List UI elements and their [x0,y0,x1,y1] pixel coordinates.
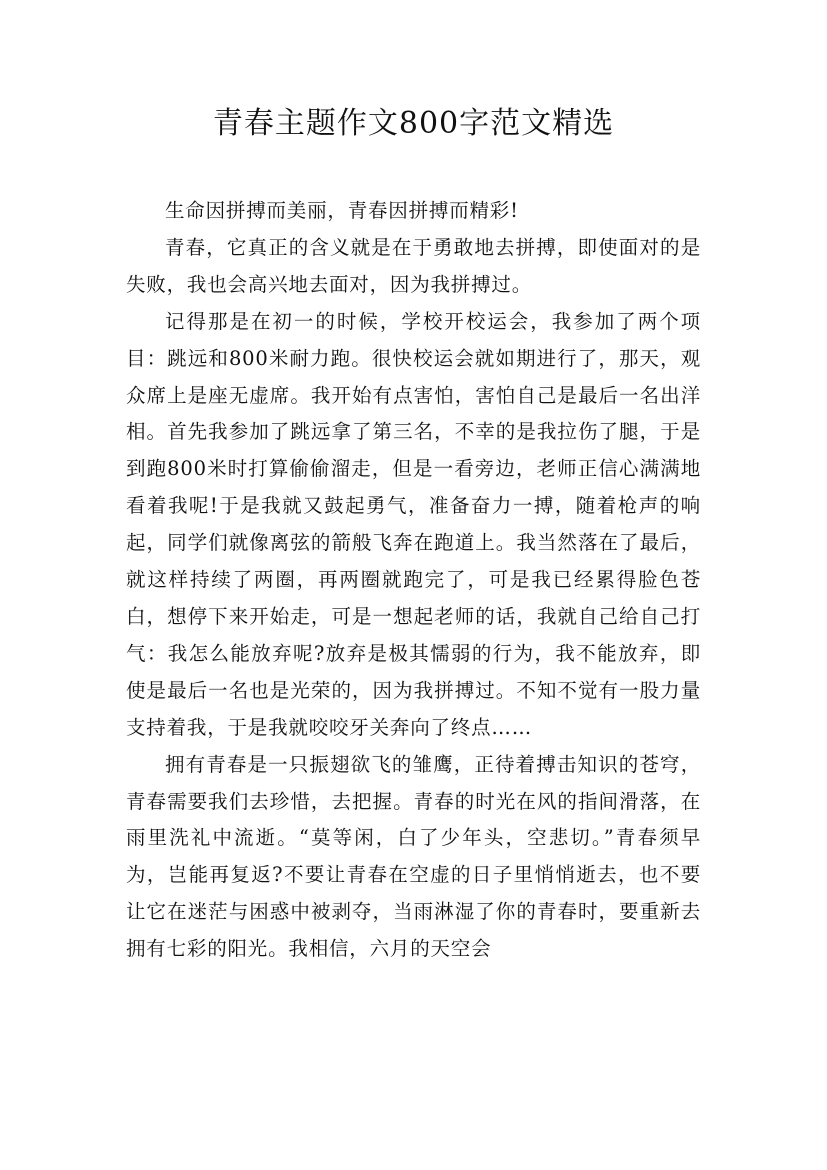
paragraph-2: 青春，它真正的含义就是在于勇敢地去拼搏，即使面对的是失败，我也会高兴地去面对，因为我拼搏过。 [126,235,701,296]
paragraph-4: 拥有青春是一只振翅欲飞的雏鹰，正待着搏击知识的苍穹，青春需要我们去珍惜，去把握。青春的时光在风的指间滑落，在雨里洗礼中流逝。“莫等闲，白了少年头，空悲切。”青春须早为，岂能再复返?不要让青春在空虚的日子里悄悄逝去，也不要让它在迷茫与困惑中被剥夺，当雨淋湿了你的青春时，要重新去拥有七彩的阳光。我相信，六月的天空会 [126,752,701,961]
document-body [126,193,701,968]
document-title: 青春主题作文800字范文精选 [212,106,615,141]
paragraph-3: 记得那是在初一的时候，学校开校运会，我参加了两个项目：跳远和800米耐力跑。很快校运会就如期进行了，那天，观众席上是座无虚席。我开始有点害怕，害怕自己是最后一名出洋相。首先我参加了跳远拿了第三名，不幸的是我拉伤了腿，于是到跑800米时打算偷偷溜走，但是一看旁边，老师正信心满满地看着我呢!于是我就又鼓起勇气，准备奋力一搏，随着枪声的响起，同学们就像离弦的箭般飞奔在跑道上。我当然落在了最后，就这样持续了两圈，再两圈就跑完了，可是我已经累得脸色苍白，想停下来开始走，可是一想起老师的话，我就自己给自己打气：我怎么能放弃呢?放弃是极其懦弱的行为，我不能放弃，即使是最后一名也是光荣的，因为我拼搏过。不知不觉有一股力量支持着我，于是我就咬咬牙关奔向了终点…… [126,309,701,739]
paragraph-1: 生命因拼搏而美丽，青春因拼搏而精彩! [165,199,519,222]
